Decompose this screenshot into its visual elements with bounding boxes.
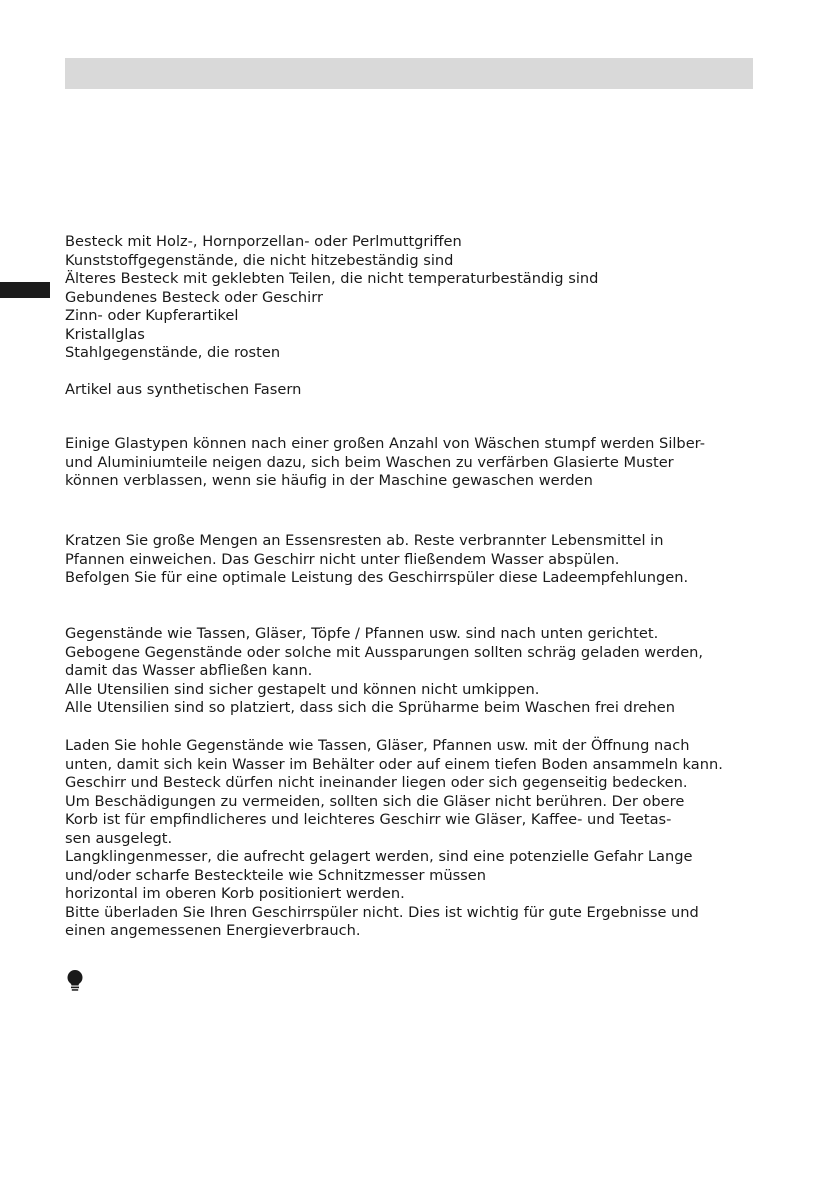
list-item: Besteck mit Holz-, Hornporzellan- oder Perlmuttgriffen: [65, 233, 462, 250]
synthetic-item-paragraph: [65, 381, 765, 400]
lightbulb-icon: [65, 969, 85, 993]
list-item: Kristallglas: [65, 325, 145, 343]
text-line: Befolgen Sie für eine optimale Leistung des Geschirrspüler diese Ladeempfehlungen.: [65, 569, 689, 586]
list-item: Zinn- oder Kupferartikel: [65, 307, 239, 324]
section-header-bar: [65, 58, 753, 89]
text-line: Alle Utensilien sind sicher gestapelt und können nicht umkippen.: [65, 680, 540, 698]
text-line: damit das Wasser abfließen kann.: [65, 662, 313, 679]
list-item: Stahlgegenstände, die rosten: [65, 344, 281, 361]
loading-paragraph: [65, 625, 765, 718]
text-line: Einige Glastypen können nach einer großen Anzahl von Wäschen stumpf werden Silber-: [65, 435, 706, 452]
unsuitable-items-list: [65, 233, 765, 363]
text-line: können verblassen, wenn sie häufig in der Maschine gewaschen werden: [65, 472, 593, 489]
list-item: Gebundenes Besteck oder Geschirr: [65, 288, 323, 306]
text-line: Pfannen einweichen. Das Geschirr nicht unter fließendem Wasser abspülen.: [65, 550, 620, 568]
text-line: und/oder scharfe Besteckteile wie Schnitzmesser müssen: [65, 866, 487, 884]
text-line: und Aluminiumteile neigen dazu, sich beim Waschen zu verfärben Glasierte Muster: [65, 453, 674, 471]
text-line: Alle Utensilien sind so platziert, dass sich die Sprüharme beim Waschen frei drehen: [65, 699, 675, 716]
text-line: einen angemessenen Energieverbrauch.: [65, 922, 361, 939]
loading-more-paragraph: [65, 737, 765, 941]
glass-note-paragraph: [65, 435, 765, 491]
language-side-tab: [0, 282, 50, 298]
text-line: sen ausgelegt.: [65, 829, 173, 847]
text-line: Gebogene Gegenstände oder solche mit Aussparungen sollten schräg geladen werden,: [65, 643, 704, 661]
text-line: Korb ist für empfindlicheres und leichteres Geschirr wie Gläser, Kaffee- und Teetas-: [65, 811, 672, 828]
text-line: Um Beschädigungen zu vermeiden, sollten sich die Gläser nicht berühren. Der obere: [65, 792, 685, 810]
text-line: Kratzen Sie große Mengen an Essensresten ab. Reste verbrannter Lebensmittel in: [65, 532, 664, 549]
text-line: horizontal im oberen Korb positioniert werden.: [65, 885, 405, 902]
text-line: Gegenstände wie Tassen, Gläser, Töpfe / Pfannen usw. sind nach unten gerichtet.: [65, 625, 659, 642]
text-line: Laden Sie hohle Gegenstände wie Tassen, Gläser, Pfannen usw. mit der Öffnung nach: [65, 737, 690, 754]
list-item: Artikel aus synthetischen Fasern: [65, 381, 302, 398]
list-item: Älteres Besteck mit geklebten Teilen, die nicht temperaturbeständig sind: [65, 270, 599, 287]
list-item: Kunststoffgegenstände, die nicht hitzebeständig sind: [65, 251, 454, 269]
text-line: Bitte überladen Sie Ihren Geschirrspüler nicht. Dies ist wichtig für gute Ergebnisse und: [65, 903, 699, 921]
text-line: Geschirr und Besteck dürfen nicht ineinander liegen oder sich gegenseitig bedecken.: [65, 774, 688, 791]
text-line: Langklingenmesser, die aufrecht gelagert werden, sind eine potenzielle Gefahr Lange: [65, 848, 693, 865]
text-line: unten, damit sich kein Wasser im Behälter oder auf einem tiefen Boden ansammeln kann.: [65, 755, 723, 773]
preparation-paragraph: [65, 532, 765, 588]
